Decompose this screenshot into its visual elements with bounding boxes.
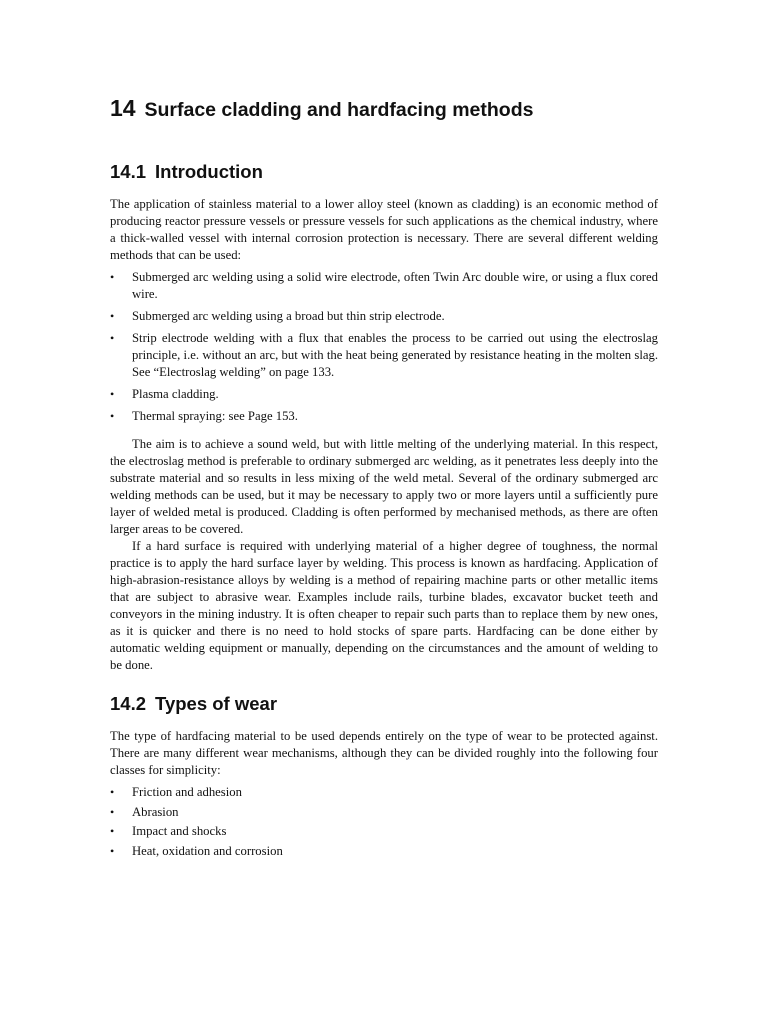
list-item bbox=[110, 386, 658, 403]
section-heading-introduction bbox=[110, 160, 658, 184]
bullet-icon: • bbox=[110, 309, 115, 323]
body-paragraph: The aim is to achieve a sound weld, but with little melting of the underlying material. In this respect, the electroslag method is preferable to ordinary submerged arc welding, as it penetrates less deeply into the substrate material and so results in less mixing of the weld metal. Several of the ordinary submerged arc welding methods can be used, but it may be necessary to apply two or more layers until a sufficiently pure layer of welded metal is produced. Cladding is often performed by mechanised methods, as there are often larger areas to be covered. bbox=[110, 437, 658, 536]
list-item-text: Strip electrode welding with a flux that enables the process to be carried out using the electroslag principle, i.e. without an arc, but with the heat being generated by resistance heating in the molten slag. See “Electroslag welding” on page 133. bbox=[132, 331, 658, 379]
body-paragraph: If a hard surface is required with underlying material of a higher degree of toughness, the normal practice is to apply the hard surface layer by welding. This process is known as hardfacing. Application of high-abrasion-resistance alloys by welding is a method of repairing machine parts or other metallic items that are subject to abrasive wear. Examples include rails, turbine blades, excavator bucket teeth and conveyors in the mining industry. It is often cheaper to repair such parts than to replace them by new ones, as it is quicker and there is no need to hold stocks of spare parts. Hardfacing can be done either by automatic welding equipment or manually, depending on the circumstances and the amount of welding to be done. bbox=[110, 539, 658, 672]
chapter-title bbox=[110, 90, 658, 120]
list-item bbox=[110, 784, 658, 801]
list-item-text: Impact and shocks bbox=[132, 824, 227, 838]
bullet-icon: • bbox=[110, 270, 115, 284]
list-item-text: Submerged arc welding using a broad but thin strip electrode. bbox=[132, 309, 445, 323]
bullet-icon: • bbox=[110, 409, 115, 423]
list-item-text: Submerged arc welding using a solid wire electrode, often Twin Arc double wire, or using a flux cored wire. bbox=[132, 270, 658, 301]
list-item-text: Friction and adhesion bbox=[132, 785, 242, 799]
bullet-icon: • bbox=[110, 785, 115, 799]
bullet-icon: • bbox=[110, 331, 115, 345]
document-page bbox=[110, 90, 658, 862]
list-item-text: Heat, oxidation and corrosion bbox=[132, 843, 283, 858]
chapter-number: 14 bbox=[110, 95, 136, 121]
list-item-text: Abrasion bbox=[132, 804, 179, 819]
bullet-icon: • bbox=[110, 387, 115, 401]
list-item-text: Thermal spraying: see Page 153. bbox=[132, 409, 298, 423]
list-item bbox=[110, 408, 658, 425]
list-item bbox=[110, 269, 658, 303]
body-paragraph: The type of hardfacing material to be used depends entirely on the type of wear to be protected against. There are many different wear mechanisms, although they can be divided roughly into the following four classes for simplicity: bbox=[110, 729, 658, 777]
list-item bbox=[110, 823, 658, 840]
section-number: 14.1 bbox=[110, 161, 147, 182]
intro-paragraph: The application of stainless material to a lower alloy steel (known as cladding) is an economic method of producing reactor pressure vessels or pressure vessels for such applications as the chemical industry, where a thick-walled vessel with internal corrosion protection is necessary. There are several different welding methods that can be used: bbox=[110, 197, 658, 262]
bullet-icon: • bbox=[110, 804, 115, 819]
welding-methods-list bbox=[110, 269, 658, 425]
section-number: 14.2 bbox=[110, 693, 147, 714]
chapter-title-text: Surface cladding and hardfacing methods bbox=[144, 99, 534, 121]
wear-types-list bbox=[110, 784, 658, 860]
list-item bbox=[110, 804, 658, 821]
section-heading-types-of-wear bbox=[110, 692, 658, 716]
list-item bbox=[110, 308, 658, 325]
list-item bbox=[110, 843, 658, 860]
section-title-text: Types of wear bbox=[155, 693, 278, 714]
list-item-text: Plasma cladding. bbox=[132, 387, 219, 401]
bullet-icon: • bbox=[110, 824, 115, 838]
list-item bbox=[110, 330, 658, 381]
bullet-icon: • bbox=[110, 843, 115, 858]
section-title-text: Introduction bbox=[155, 161, 263, 182]
